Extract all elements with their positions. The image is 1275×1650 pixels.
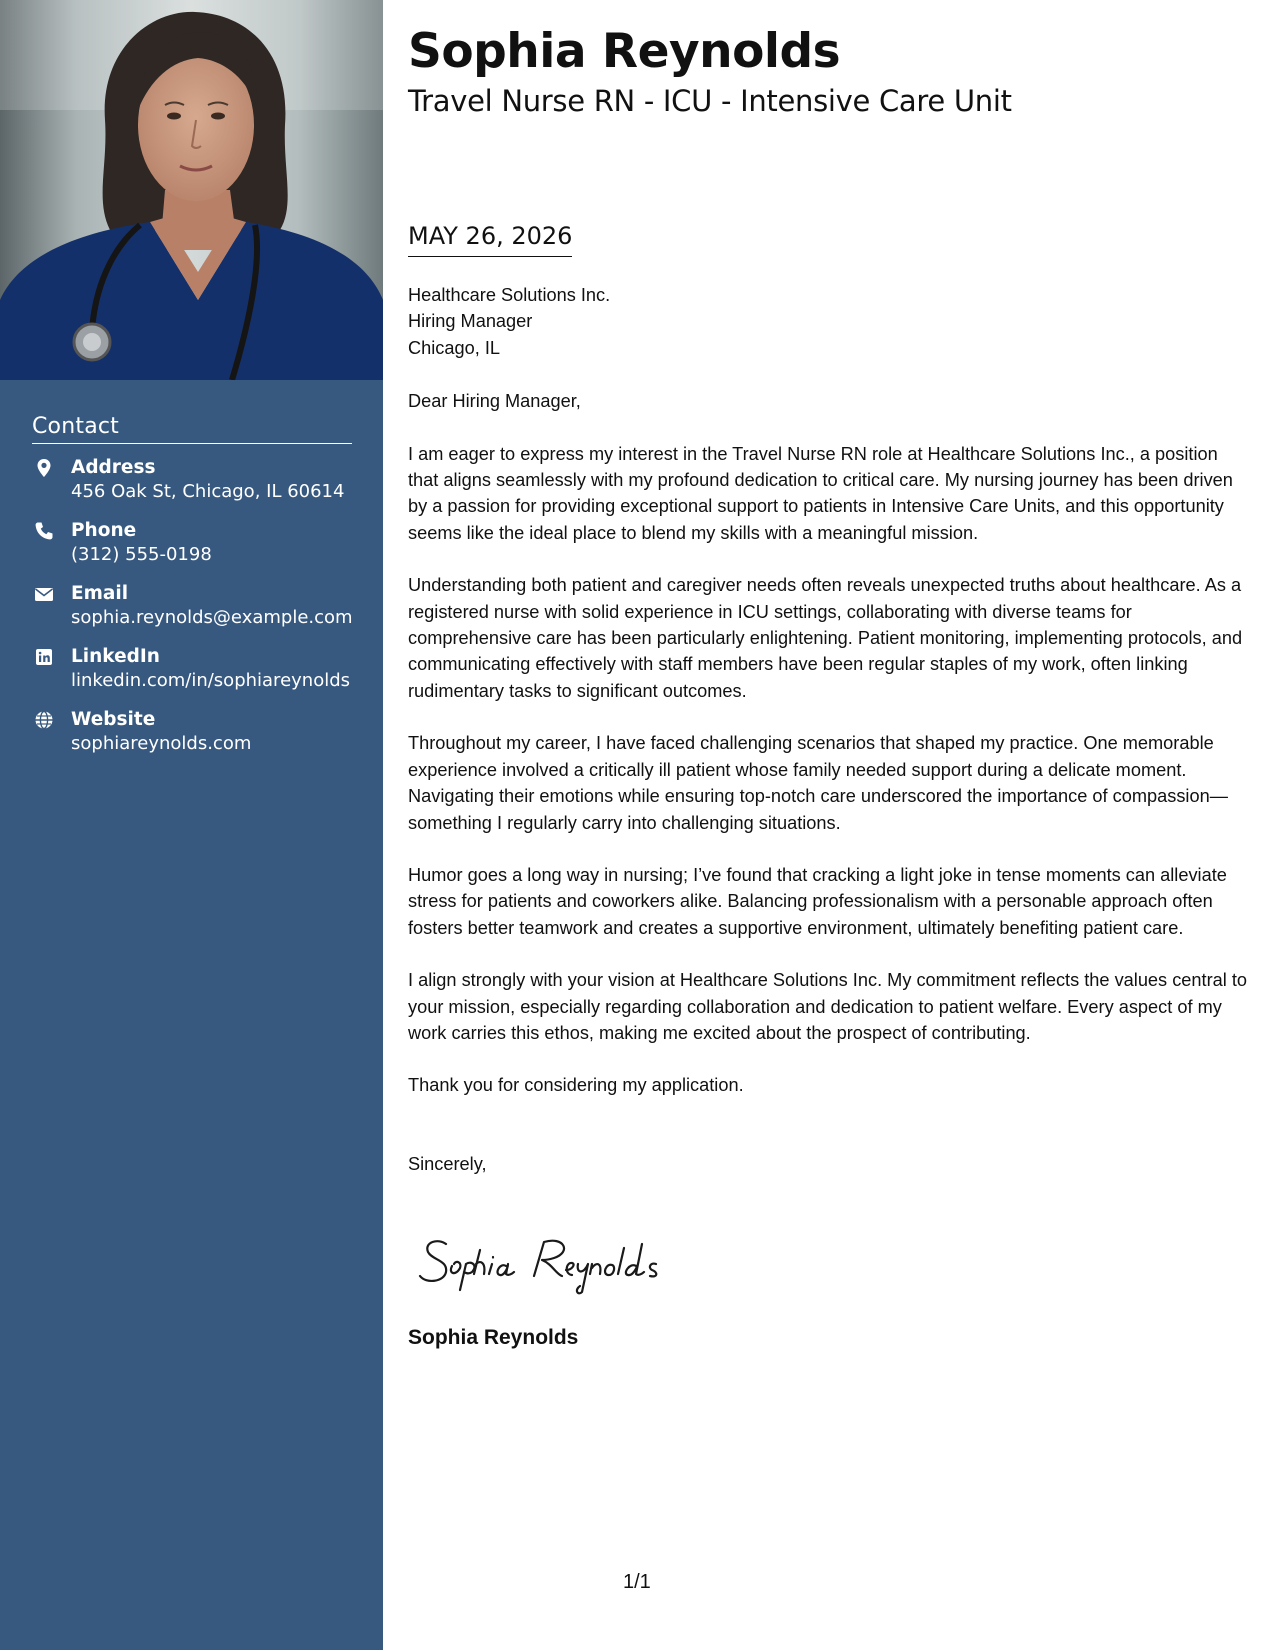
email-value[interactable]: sophia.reynolds@example.com xyxy=(71,607,353,628)
letter-body xyxy=(408,282,1248,1177)
paragraph: I align strongly with your vision at Healthcare Solutions Inc. My commitment reflects the values central to your mission, especially regarding collaboration and dedication to patient welfare. Every aspect of my work carries this ethos, making me excited about the prospect of contributing. xyxy=(408,970,1248,1043)
linkedin-label: LinkedIn xyxy=(71,646,160,667)
paragraph: Thank you for considering my application. xyxy=(408,1075,744,1096)
candidate-name: Sophia Reynolds xyxy=(408,24,841,79)
contact-item-email xyxy=(32,582,352,645)
signer-name: Sophia Reynolds xyxy=(408,1326,579,1349)
linkedin-value[interactable]: linkedin.com/in/sophiareynolds xyxy=(71,670,351,691)
globe-icon xyxy=(34,710,54,730)
sidebar xyxy=(0,0,383,1650)
recipient-location: Chicago, IL xyxy=(408,337,501,358)
closing: Sincerely, xyxy=(408,1153,487,1174)
email-label: Email xyxy=(71,583,129,604)
contact-section xyxy=(32,414,352,771)
paragraph: Humor goes a long way in nursing; I’ve found that cracking a light joke in tense moments can alleviate stress for patients and coworkers alike. Balancing professionalism with a personable approach often fosters better teamwork and creates a supportive environment, ultimately benefiting patient care. xyxy=(408,864,1227,938)
map-pin-icon xyxy=(34,458,54,478)
contact-item-phone xyxy=(32,519,352,582)
envelope-icon xyxy=(34,584,54,604)
contact-heading: Contact xyxy=(32,414,352,444)
phone-value: (312) 555-0198 xyxy=(71,544,212,565)
address-label: Address xyxy=(71,457,156,478)
phone-label: Phone xyxy=(71,520,137,541)
recipient-company: Healthcare Solutions Inc. xyxy=(408,285,611,305)
contact-item-address xyxy=(32,456,352,519)
contact-item-linkedin xyxy=(32,645,352,708)
candidate-headline: Travel Nurse RN - ICU - Intensive Care Unit xyxy=(408,84,1012,118)
recipient-block xyxy=(408,282,1248,361)
paragraph: Throughout my career, I have faced challenging scenarios that shaped my practice. One memorable experience involved a critically ill patient whose family needed support during a delicate moment. Navigating their emotions while ensuring top-notch care underscored the importance of compassion—something I regularly carry into challenging situations. xyxy=(408,733,1228,833)
website-value[interactable]: sophiareynolds.com xyxy=(71,733,252,754)
website-label: Website xyxy=(71,709,156,730)
page-number: 1/1 xyxy=(623,1571,651,1593)
paragraph: Understanding both patient and caregiver needs often reveals unexpected truths about healthcare. As a registered nurse with solid experience in ICU settings, collaborating with diverse teams for comprehensive care has been particularly enlightening. Patient monitoring, implementing protocols, and communicating effectively with staff members have been regular staples of my work, often linking rudimentary tasks to significant outcomes. xyxy=(408,575,1243,701)
handwritten-signature xyxy=(416,1230,676,1305)
paragraph: I am eager to express my interest in the Travel Nurse RN role at Healthcare Solutions Inc., a position that aligns seamlessly with my profound dedication to critical care. My nursing journey has been driven by a passion for providing exceptional support to patients in Intensive Care Units, and this opportunity seems like the ideal place to blend my skills with a meaningful mission. xyxy=(408,443,1233,543)
contact-item-website xyxy=(32,708,352,771)
letter-date: MAY 26, 2026 xyxy=(408,222,572,257)
address-value: 456 Oak St, Chicago, IL 60614 xyxy=(71,481,345,502)
recipient-title: Hiring Manager xyxy=(408,311,533,332)
linkedin-icon xyxy=(34,647,54,667)
profile-photo xyxy=(0,0,383,380)
phone-icon xyxy=(34,521,54,541)
salutation: Dear Hiring Manager, xyxy=(408,391,581,412)
